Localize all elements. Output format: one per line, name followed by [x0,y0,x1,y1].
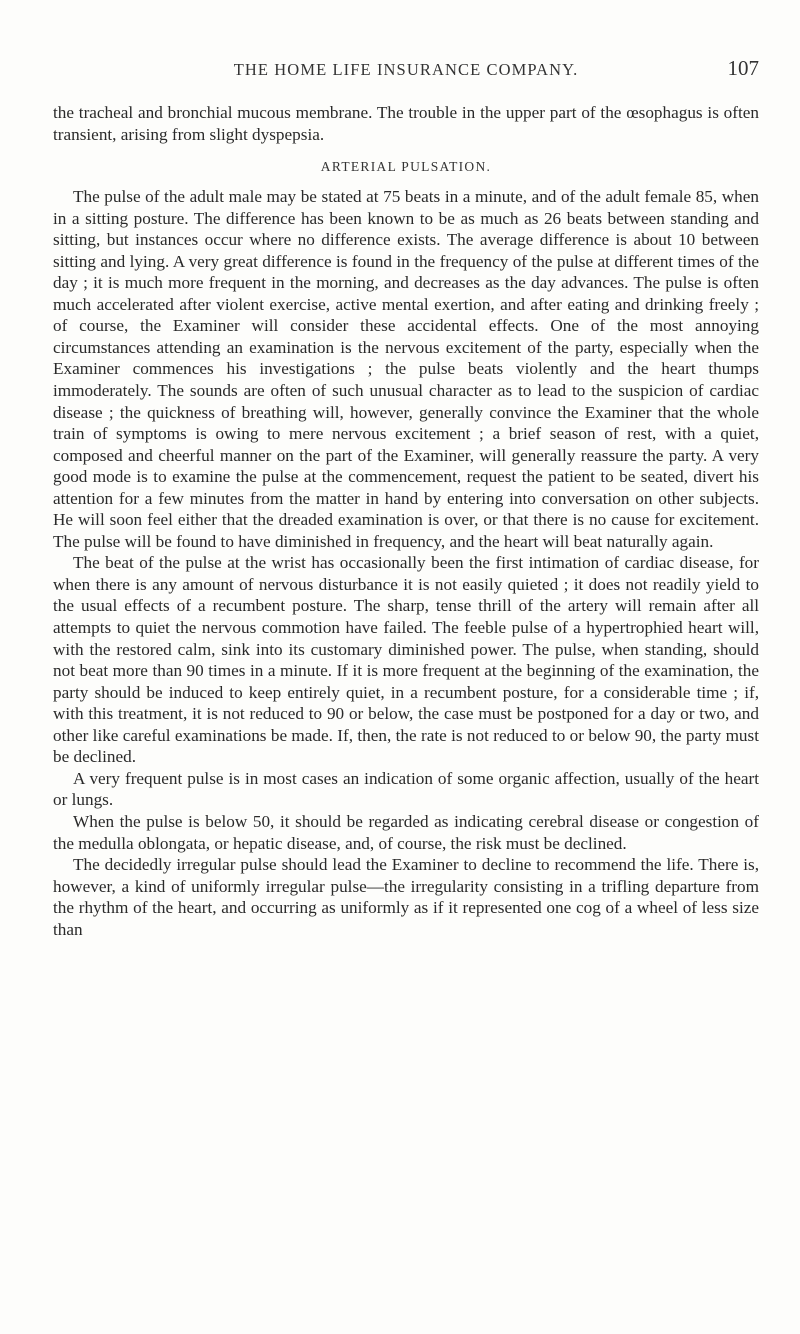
opening-paragraph: the tracheal and bronchial mucous membrane. The trouble in the upper part of the œsophagus is often transient, arising from slight dyspepsia. [53,103,759,144]
section-heading: ARTERIAL PULSATION. [320,159,492,175]
paragraph-slow-pulse: When the pulse is below 50, it should be regarded as indicating cerebral disease or congestion of the medulla oblongata, or hepatic disease, and, of course, the risk must be declined. [53,811,759,853]
running-title: THE HOME LIFE INSURANCE COMPANY. [233,60,579,79]
paragraph-frequent-pulse: A very frequent pulse is in most cases an indication of some organic affection, usually of the heart or lungs. [53,768,759,810]
running-header [53,58,759,82]
paragraph-wrist-pulse: The beat of the pulse at the wrist has occasionally been the first intimation of cardiac disease, for when there is any amount of nervous disturbance it is not easily quieted ; it does not readily yield to the usual effects of a recumbent posture. The sharp, tense thrill of the artery will remain after all attempts to quiet the nervous commotion have failed. The feeble pulse of a hypertrophied heart will, with the restored calm, sink into its customary diminished power. The pulse, when standing, should not beat more than 90 times in a minute. If it is more frequent at the beginning of the examination, the party should be induced to keep entirely quiet, in a recumbent posture, for a considerable time ; if, with this treatment, it is not reduced to 90 or below, the case must be postponed for a day or two, and other like careful examinations be made. If, then, the rate is not reduced to or below 90, the party must be declined. [53,553,759,767]
paragraph-pulse-rates: The pulse of the adult male may be stated at 75 beats in a minute, and of the adult female 85, when in a sitting posture. The difference has been known to be as much as 26 beats between standing and sitting, but instances occur where no difference exists. The average difference is about 10 between sitting and lying. A very great difference is found in the frequency of the pulse at different times of the day ; it is much more frequent in the morning, and decreases as the day advances. The pulse is often much accelerated after violent exercise, active mental exertion, and after eating and drinking freely ; of course, the Examiner will consider these accidental effects. One of the most annoying circumstances attending an examination is the nervous excitement of the party, especially when the Examiner commences his investigations ; the pulse beats violently and the heart thumps immoderately. The sounds are often of such unusual character as to lead to the suspicion of cardiac disease ; the quickness of breathing will, however, generally convince the Examiner that the whole train of symptoms is owing to mere nervous excitement ; a brief season of rest, with a quiet, composed and cheerful manner on the part of the Examiner, will generally reassure the party. A very good mode is to examine the pulse at the commencement, request the patient to be seated, divert his attention for a few minutes from the matter in hand by entering into conversation on other subjects. He will soon feel either that the dreaded examination is over, or that there is no cause for excitement. The pulse will be found to have diminished in frequency, and the heart will beat naturally again. [53,187,759,551]
page-number: 107 [727,56,759,80]
paragraph-irregular-pulse: The decidedly irregular pulse should lead the Examiner to decline to recommend the life. There is, however, a kind of uniformly irregular pulse—the irregularity consisting in a trifling departure from the rhythm of the heart, and occurring as uniformly as if it represented one cog of a wheel of less size than [53,855,759,939]
body-text [53,102,759,940]
